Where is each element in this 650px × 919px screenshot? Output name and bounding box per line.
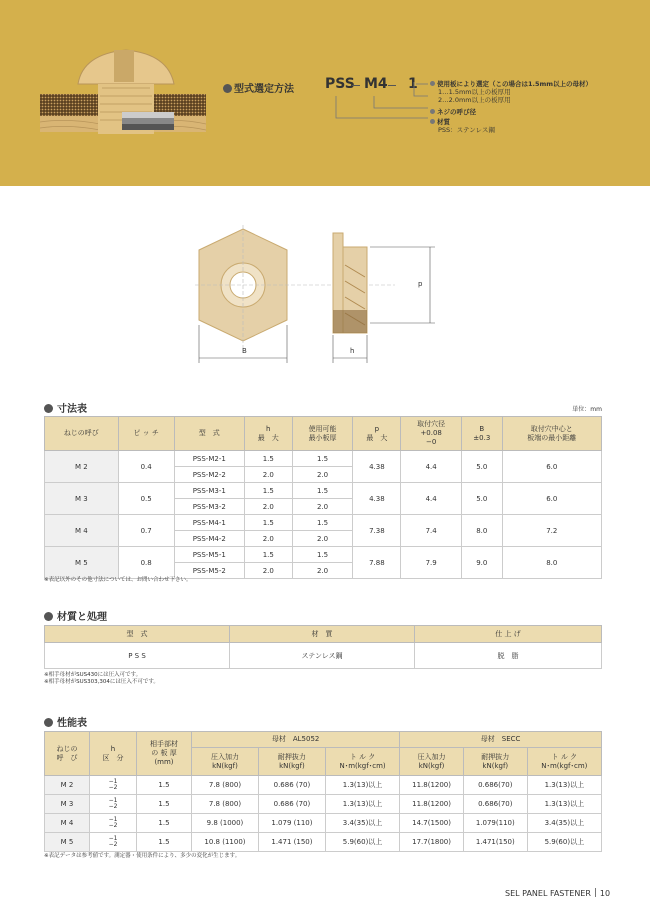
dimensions-table — [44, 416, 602, 579]
cell-finish: 脱 脂 — [415, 643, 602, 669]
cell-h-class — [90, 776, 137, 795]
col-screw: ねじの 呼 び — [45, 732, 90, 776]
col-model: 型 式 — [45, 626, 230, 643]
cell-al-pull: 1.079 (110) — [258, 814, 325, 833]
cell-min-thickness: 2.0 — [292, 467, 353, 483]
cell-plate: 1.5 — [137, 795, 192, 814]
fastener-technical-drawing — [195, 225, 445, 365]
performance-note: ※表記データは参考値です。測定器・使用条件により、多少の変化が生じます。 — [44, 853, 241, 859]
cell-min-thickness: 1.5 — [292, 547, 353, 563]
col-plate: 相手部材 の 板 厚 (mm) — [137, 732, 192, 776]
table-row — [45, 547, 602, 563]
cell-p: 7.88 — [353, 547, 401, 579]
col-group-secc: 母材 SECC — [400, 732, 602, 748]
cell-screw: M 5 — [45, 833, 90, 852]
cell-secc-torque: 1.3(13)以上 — [527, 795, 601, 814]
frac-bottom: −2 — [108, 822, 118, 829]
table-row — [45, 795, 602, 814]
dimensions-note: ※表記以外のその他寸法については、お問い合わせ下さい。 — [44, 577, 192, 583]
fastener-cross-section-illustration — [38, 36, 208, 146]
col-min-thickness: 使用可能 最小板厚 — [292, 417, 353, 451]
cell-model: PSS-M2-2 — [174, 467, 244, 483]
cell-h: 2.0 — [244, 531, 292, 547]
cell-secc-torque: 1.3(13)以上 — [527, 776, 601, 795]
col-p: p 最 大 — [353, 417, 401, 451]
frac-top: −1 — [108, 816, 118, 823]
cell-min-thickness: 2.0 — [292, 563, 353, 579]
col-h: h 区 分 — [90, 732, 137, 776]
table-row — [45, 515, 602, 531]
table-row — [45, 483, 602, 499]
cell-secc-press: 11.8(1200) — [400, 776, 464, 795]
page-number: 10 — [599, 889, 611, 898]
frac-bottom: −2 — [108, 803, 118, 810]
bullet-icon — [223, 84, 232, 93]
cell-plate: 1.5 — [137, 814, 192, 833]
cell-h-class — [90, 795, 137, 814]
code-leader-lines — [330, 78, 440, 126]
cell-min-thickness: 2.0 — [292, 499, 353, 515]
code-part-screw: M4 — [364, 76, 388, 92]
cell-h: 1.5 — [244, 515, 292, 531]
cell-b: 8.0 — [462, 515, 503, 547]
cell-p: 4.38 — [353, 451, 401, 483]
cell-al-pull: 1.471 (150) — [258, 833, 325, 852]
col-pitch: ピ ッ チ — [118, 417, 174, 451]
cell-edge: 7.2 — [502, 515, 601, 547]
cell-pitch: 0.4 — [118, 451, 174, 483]
cell-al-press: 10.8 (1100) — [192, 833, 259, 852]
col-secc-torque: ト ル ク N･m(kgf･cm) — [527, 748, 601, 776]
col-hole: 取付穴径 +0.08 −0 — [401, 417, 462, 451]
cell-h: 2.0 — [244, 563, 292, 579]
cell-al-torque: 1.3(13)以上 — [325, 795, 399, 814]
cell-model: PSS-M5-1 — [174, 547, 244, 563]
label-b: B — [242, 347, 247, 355]
cell-plate: 1.5 — [137, 776, 192, 795]
cell-screw: M 3 — [45, 795, 90, 814]
label-h: h — [350, 347, 355, 355]
frac-bottom: −2 — [108, 841, 118, 848]
thickness-description: 使用板により選定（この場合は1.5mm以上の母材） 1…1.5mm以上の板厚用 2…2.0mm以上の板厚用 — [430, 80, 592, 104]
cell-secc-press: 14.7(1500) — [400, 814, 464, 833]
cell-screw: M 5 — [45, 547, 119, 579]
bullet-icon — [430, 109, 435, 114]
cell-pitch: 0.5 — [118, 483, 174, 515]
cell-model: PSS-M5-2 — [174, 563, 244, 579]
bullet-icon — [44, 404, 53, 413]
cell-edge: 6.0 — [502, 483, 601, 515]
cell-secc-pull: 0.686(70) — [463, 795, 527, 814]
cell-al-press: 7.8 (800) — [192, 795, 259, 814]
material-description: 材質 PSS：ステンレス鋼 — [430, 118, 495, 134]
cell-secc-pull: 1.079(110) — [463, 814, 527, 833]
bullet-icon — [44, 718, 53, 727]
materials-note: ※相手母材がSUS430には圧入可です。 ※相手母材がSUS303,304には圧入不可です。 — [44, 672, 159, 685]
cell-screw: M 4 — [45, 814, 90, 833]
page-footer — [505, 888, 610, 898]
cell-b: 9.0 — [462, 547, 503, 579]
cell-screw: M 3 — [45, 483, 119, 515]
screw-description: ネジの呼び径 — [430, 108, 476, 116]
cell-min-thickness: 1.5 — [292, 483, 353, 499]
cell-pitch: 0.8 — [118, 547, 174, 579]
col-secc-pull: 耐押抜力 kN(kgf) — [463, 748, 527, 776]
cell-model: PSS-M4-1 — [174, 515, 244, 531]
cell-model: PSS-M3-1 — [174, 483, 244, 499]
col-al-press: 圧入加力 kN(kgf) — [192, 748, 259, 776]
bullet-icon — [430, 81, 435, 86]
cell-h: 2.0 — [244, 499, 292, 515]
cell-h: 1.5 — [244, 451, 292, 467]
col-secc-press: 圧入加力 kN(kgf) — [400, 748, 464, 776]
cell-al-press: 7.8 (800) — [192, 776, 259, 795]
section-title-dimensions: 寸法表 — [44, 400, 87, 415]
frac-top: −1 — [108, 778, 118, 785]
table-row — [45, 451, 602, 467]
cell-edge: 6.0 — [502, 451, 601, 483]
cell-al-torque: 1.3(13)以上 — [325, 776, 399, 795]
cell-screw: M 2 — [45, 776, 90, 795]
cell-h: 1.5 — [244, 483, 292, 499]
cell-b: 5.0 — [462, 483, 503, 515]
col-material: 材 質 — [230, 626, 415, 643]
col-model: 型 式 — [174, 417, 244, 451]
cell-hole: 4.4 — [401, 483, 462, 515]
divider — [595, 888, 596, 897]
col-group-al5052: 母材 AL5052 — [192, 732, 400, 748]
cell-h: 2.0 — [244, 467, 292, 483]
col-al-pull: 耐押抜力 kN(kgf) — [258, 748, 325, 776]
col-edge: 取付穴中心と 板端の最小距離 — [502, 417, 601, 451]
cell-secc-press: 11.8(1200) — [400, 795, 464, 814]
cell-pitch: 0.7 — [118, 515, 174, 547]
code-part-thickness: 1 — [408, 76, 418, 92]
cell-model: PSS-M2-1 — [174, 451, 244, 467]
cell-secc-torque: 5.9(60)以上 — [527, 833, 601, 852]
col-b: B ±0.3 — [462, 417, 503, 451]
h-class-fraction — [109, 779, 118, 791]
cell-al-press: 9.8 (1000) — [192, 814, 259, 833]
cell-h-class — [90, 833, 137, 852]
col-h: h 最 大 — [244, 417, 292, 451]
table-row — [45, 776, 602, 795]
cell-secc-torque: 3.4(35)以上 — [527, 814, 601, 833]
cell-al-pull: 0.686 (70) — [258, 795, 325, 814]
selection-method-title: 型式選定方法 — [223, 80, 294, 95]
cell-model: PSS-M4-2 — [174, 531, 244, 547]
cell-p: 7.38 — [353, 515, 401, 547]
cell-b: 5.0 — [462, 451, 503, 483]
cell-hole: 7.9 — [401, 547, 462, 579]
col-al-torque: ト ル ク N･m(kgf･cm) — [325, 748, 399, 776]
cell-h-class — [90, 814, 137, 833]
cell-model: PSS-M3-2 — [174, 499, 244, 515]
table-row — [45, 833, 602, 852]
h-class-fraction — [109, 817, 118, 829]
frac-top: −1 — [108, 835, 118, 842]
bullet-icon — [430, 119, 435, 124]
cell-plate: 1.5 — [137, 833, 192, 852]
unit-label: 単位：mm — [572, 406, 602, 413]
cell-secc-pull: 0.686(70) — [463, 776, 527, 795]
cell-screw: M 4 — [45, 515, 119, 547]
performance-table — [44, 731, 602, 852]
cell-hole: 7.4 — [401, 515, 462, 547]
cell-h: 1.5 — [244, 547, 292, 563]
cell-min-thickness: 1.5 — [292, 515, 353, 531]
cell-edge: 8.0 — [502, 547, 601, 579]
h-class-fraction — [109, 836, 118, 848]
bullet-icon — [44, 612, 53, 621]
cell-al-torque: 5.9(60)以上 — [325, 833, 399, 852]
col-finish: 仕 上 げ — [415, 626, 602, 643]
cell-p: 4.38 — [353, 483, 401, 515]
cell-secc-pull: 1.471(150) — [463, 833, 527, 852]
materials-table — [44, 625, 602, 669]
cell-hole: 4.4 — [401, 451, 462, 483]
section-title-materials: 材質と処理 — [44, 608, 107, 623]
cell-al-torque: 3.4(35)以上 — [325, 814, 399, 833]
brand-name: SEL PANEL FASTENER — [505, 889, 591, 898]
cell-material: ステンレス鋼 — [230, 643, 415, 669]
section-title-performance: 性能表 — [44, 714, 87, 729]
h-class-fraction — [109, 798, 118, 810]
cell-min-thickness: 1.5 — [292, 451, 353, 467]
cell-secc-press: 17.7(1800) — [400, 833, 464, 852]
cell-min-thickness: 2.0 — [292, 531, 353, 547]
table-row — [45, 814, 602, 833]
label-p: p — [418, 280, 423, 288]
code-part-material: PSS — [325, 76, 355, 92]
cell-screw: M 2 — [45, 451, 119, 483]
col-screw: ねじの呼び — [45, 417, 119, 451]
frac-top: −1 — [108, 797, 118, 804]
frac-bottom: −2 — [108, 784, 118, 791]
cell-al-pull: 0.686 (70) — [258, 776, 325, 795]
cell-model: P S S — [45, 643, 230, 669]
